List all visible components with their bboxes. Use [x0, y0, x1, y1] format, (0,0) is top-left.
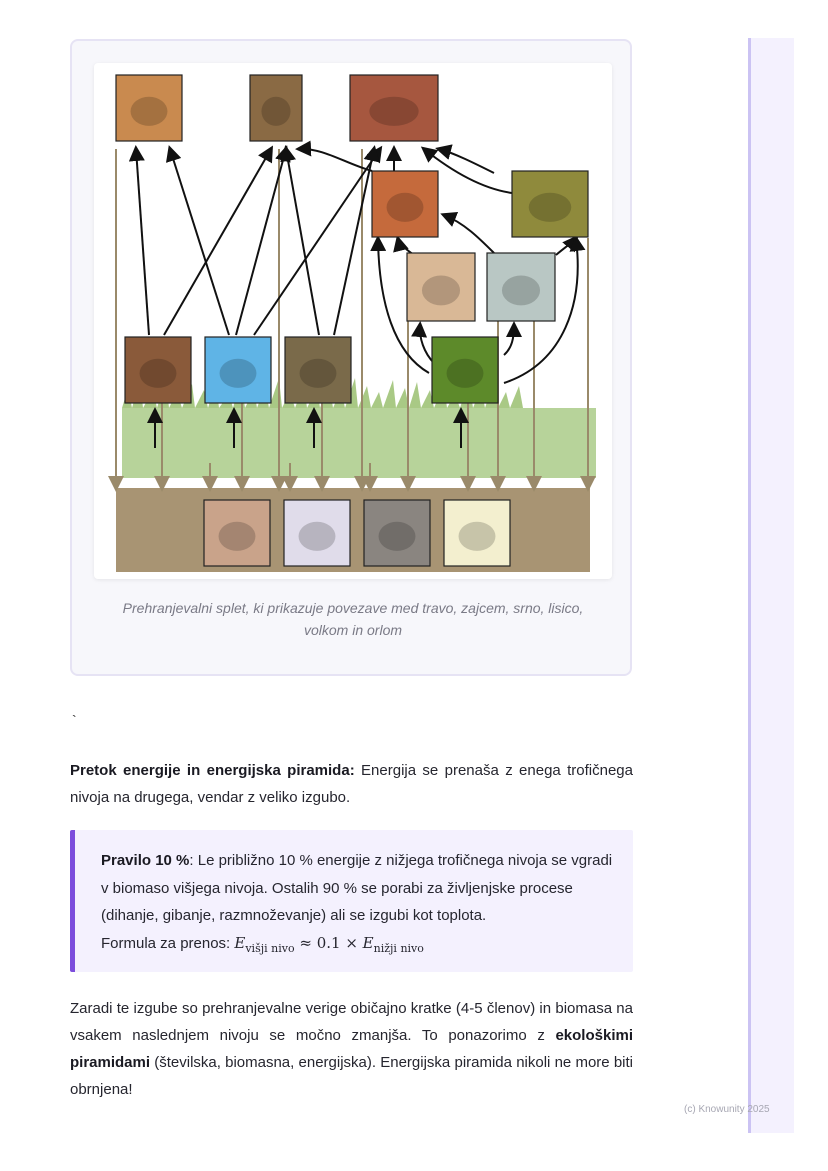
beetle-photo — [432, 337, 498, 403]
formula-rhs-sub: nižji nivo — [373, 941, 424, 955]
spider-photo — [407, 253, 475, 321]
ecological-pyramids-term: ekološkimi piramidami — [70, 1027, 633, 1071]
energy-flow-text: Energija se prenaša z enega trofičnega nivoja na drugega, vendar z veliko izgubo. — [70, 762, 633, 806]
copyright-footer: (c) Knowunity 2025 — [684, 1104, 770, 1115]
ten-percent-rule-callout — [70, 830, 633, 972]
mouse-photo — [205, 337, 271, 403]
mushroom-photo — [204, 500, 270, 566]
robin-photo — [372, 171, 438, 237]
toad-photo — [512, 171, 588, 237]
soil-band — [116, 488, 590, 572]
rule-text — [101, 847, 621, 962]
stray-tick-mark: ` — [72, 712, 77, 728]
pyramid-text-1: Zaradi te izgube so prehranjevalne verige običajno kratke (4-5 členov) in biomasa na vsakem naslednjem nivoju se močno zmanjša. To ponazorimo z — [70, 1000, 633, 1044]
silverfish-photo — [487, 253, 555, 321]
grass-band — [122, 378, 596, 478]
sparrow-photo — [285, 337, 351, 403]
formula-op: ≈ 0.1 × — [294, 933, 363, 952]
food-web-svg — [94, 63, 612, 579]
rule-body: : Le približno 10 % energije z nižjega trofičnega nivoja se vgradi v biomaso višjega nivoja. Ostalih 90 % se porabi za življenjske procese (dihanje, gibanje, razmnoževanje) ali se izgubi kot toplota. — [101, 852, 613, 924]
fox-photo — [116, 75, 182, 141]
snake-photo — [350, 75, 438, 141]
pyramid-text-2: (številska, biomasna, energijska). Energijska piramida nikoli ne more biti obrnjena! — [70, 1054, 633, 1098]
squirrel-photo — [125, 337, 191, 403]
formula-lhs-sub: višji nivo — [245, 941, 295, 955]
mold-photo — [284, 500, 350, 566]
bacteria-photo — [444, 500, 510, 566]
energy-flow-paragraph — [70, 757, 633, 811]
formula-rhs: E — [362, 933, 374, 952]
formula-label: Formula za prenos: — [101, 934, 235, 952]
energy-formula — [234, 933, 424, 955]
worm-photo — [364, 500, 430, 566]
energy-flow-heading: Pretok energije in energijska piramida: — [70, 762, 355, 779]
figure-card — [70, 39, 632, 676]
right-side-band — [748, 38, 794, 1133]
food-web-diagram — [94, 63, 612, 579]
figure-caption: Prehranjevalni splet, ki prikazuje povezave med travo, zajcem, srno, lisico, volkom in orlom — [122, 600, 584, 638]
formula-lhs: E — [234, 933, 246, 952]
owl-photo — [250, 75, 302, 141]
rule-heading: Pravilo 10 % — [101, 852, 190, 869]
pyramid-paragraph — [70, 995, 633, 1103]
